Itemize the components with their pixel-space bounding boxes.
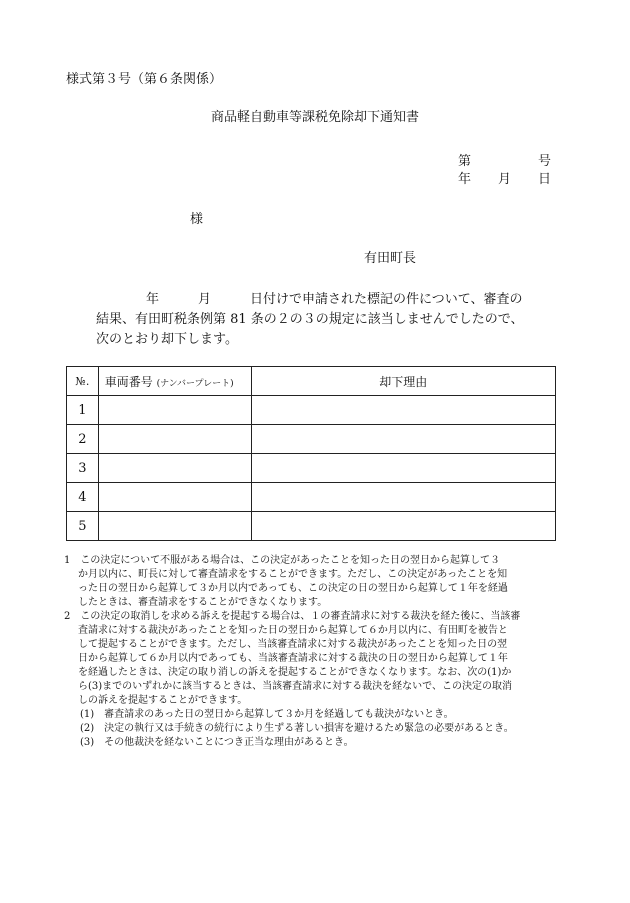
table-row — [67, 454, 556, 483]
header-plate — [98, 367, 251, 396]
addressee: 様 — [190, 212, 204, 227]
plate-cell[interactable] — [98, 512, 251, 541]
header-no: №. — [67, 367, 99, 396]
row-number: 1 — [67, 396, 99, 425]
notice-body — [96, 290, 524, 350]
row-number: 2 — [67, 425, 99, 454]
number-suffix: 号 — [538, 154, 552, 169]
note-subitem: (3) その他裁決を経ないことにつき正当な理由があるとき。 — [80, 737, 354, 748]
row-number: 5 — [67, 512, 99, 541]
table-header-row — [67, 367, 556, 396]
appeal-notes — [64, 554, 574, 750]
form-number: 様式第３号（第６条関係） — [66, 72, 223, 87]
note-line: った日の翌日から起算して３か月以内であっても、この決定の日の翌日から起算して１年を経過 — [78, 583, 508, 594]
note-line: して提起することができます。ただし、当該審査請求に対する裁決があったことを知った日の翌 — [78, 639, 508, 650]
note-subitem: (2) 決定の執行又は手続きの続行により生ずる著しい損害を避けるため緊急の必要があるとき。 — [80, 723, 514, 734]
note-line: ら(3)までのいずれかに該当するときは、当該審査請求に対する裁決を経ないで、この決定の取消 — [78, 681, 512, 692]
body-line-1: 年 月 日付けで申請された標記の件について、審査の — [146, 292, 523, 307]
note-subitem: (1) 審査請求のあった日の翌日から起算して３か月を経過しても裁決がないとき。 — [80, 709, 454, 720]
reason-cell[interactable] — [251, 396, 555, 425]
note-line: 1 この決定について不服がある場合は、この決定があったことを知った日の翌日から起算して３ — [64, 555, 501, 566]
date-month: 月 — [498, 172, 512, 187]
header-plate-sub: (ナンバープレート) — [156, 378, 234, 389]
note-line: 査請求に対する裁決があったことを知った日の翌日から起算して６か月以内に、有田町を被告と — [78, 625, 508, 636]
note-line: しの訴えを提起することができます。 — [78, 695, 248, 706]
document-title: 商品軽自動車等課税免除却下通知書 — [210, 110, 419, 125]
reason-cell[interactable] — [251, 425, 555, 454]
plate-cell[interactable] — [98, 425, 251, 454]
note-line: 2 この決定の取消しを求める訴えを提起する場合は、１の審査請求に対する裁決を経た後に、当該審 — [64, 611, 521, 622]
plate-cell[interactable] — [98, 396, 251, 425]
sender: 有田町長 — [364, 251, 417, 266]
row-number: 3 — [67, 454, 99, 483]
date-year: 年 — [458, 172, 472, 187]
date-day: 日 — [538, 172, 552, 187]
note-line: 日から起算して６か月以内であっても、当該審査請求に対する裁決の日の翌日から起算して１年 — [78, 653, 508, 664]
row-number: 4 — [67, 483, 99, 512]
rejection-table — [66, 366, 556, 541]
table-row — [67, 396, 556, 425]
note-line: か月以内に、町長に対して審査請求をすることができます。ただし、この決定があったことを知 — [78, 569, 508, 580]
table-row — [67, 483, 556, 512]
reason-cell[interactable] — [251, 483, 555, 512]
table-row — [67, 512, 556, 541]
number-prefix: 第 — [458, 154, 472, 169]
header-reason: 却下理由 — [251, 367, 555, 396]
plate-cell[interactable] — [98, 454, 251, 483]
reason-cell[interactable] — [251, 512, 555, 541]
header-plate-main: 車両番号 — [104, 374, 153, 389]
reason-cell[interactable] — [251, 454, 555, 483]
plate-cell[interactable] — [98, 483, 251, 512]
body-line-2: 結果、有田町税条例第 81 条の２の３の規定に該当しませんでしたので、 — [96, 312, 524, 327]
body-line-3: 次のとおり却下します。 — [96, 332, 238, 347]
note-line: したときは、審査請求をすることができなくなります。 — [78, 597, 328, 608]
table-row — [67, 425, 556, 454]
note-line: を経過したときは、決定の取り消しの訴えを提起することができなくなります。なお、次の(1)か — [78, 667, 512, 678]
